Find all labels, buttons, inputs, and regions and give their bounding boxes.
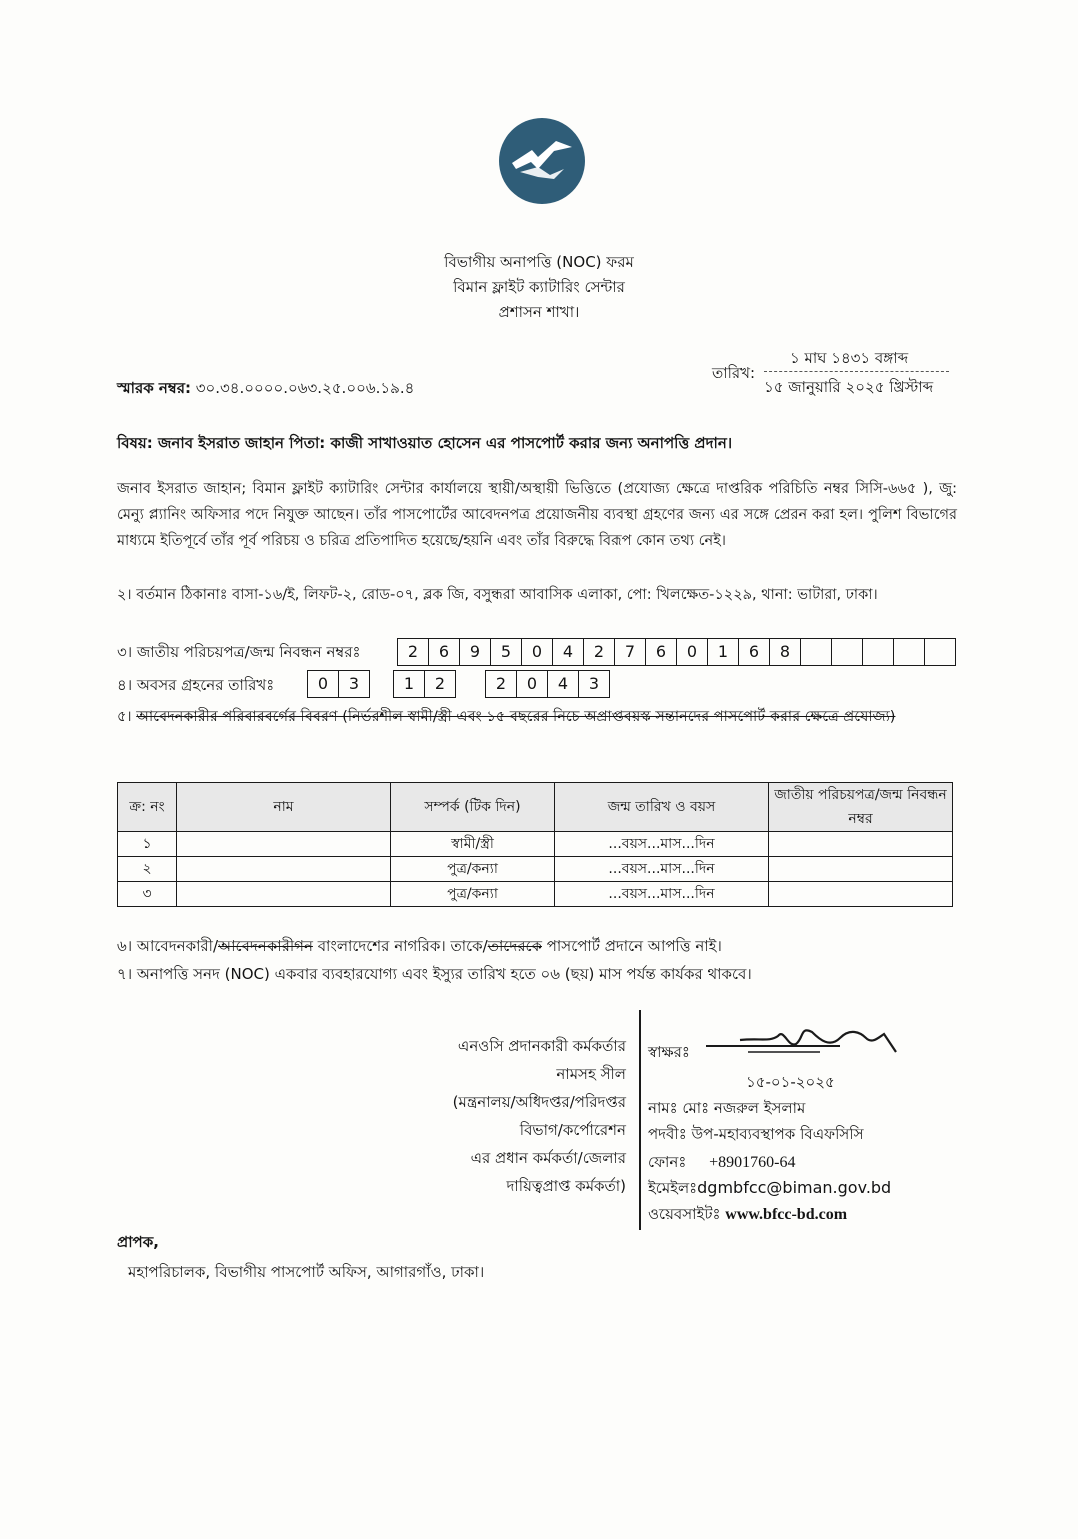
retire-digit: 3 xyxy=(588,674,600,693)
cell-age: ...বয়স...মাস...দিন xyxy=(555,857,769,882)
signer-designation: পদবীঃ উপ-মহাব্যবস্থাপক বিএফসিসি xyxy=(648,1125,864,1143)
table-row xyxy=(118,857,953,882)
memo-value: ৩০.৩৪.০০০০.০৬৩.২৫.০০৬.১৯.৪ xyxy=(195,379,415,397)
cell-age: ...বয়স...মাস...দিন xyxy=(555,882,769,907)
nid-digit: 5 xyxy=(491,639,522,665)
item-6 xyxy=(117,936,722,956)
retire-year-boxes xyxy=(485,670,610,698)
retire-month-boxes xyxy=(393,670,456,698)
nid-digit: 4 xyxy=(553,639,584,665)
col-nid: জাতীয় পরিচয়পত্র/জন্ম নিবন্ধন নম্বর xyxy=(769,783,953,832)
item-6-struck-2: তাদেরকে xyxy=(487,937,542,955)
memo-label: স্মারক নম্বর: xyxy=(117,379,191,397)
nid-digit: 7 xyxy=(615,639,646,665)
item-5-number: ৫। xyxy=(117,709,137,725)
nid-digit: 6 xyxy=(429,639,460,665)
officer-note-6: দায়িত্বপ্রাপ্ত কর্মকর্তা) xyxy=(506,1177,626,1195)
nid-label: ৩। জাতীয় পরিচয়পত্র/জন্ম নিবন্ধন নম্বরঃ xyxy=(117,643,361,661)
retire-digit: 2 xyxy=(434,674,446,693)
date-label: তারিখ: xyxy=(712,364,756,382)
cell-relation: পুত্র/কন্যা xyxy=(391,857,555,882)
nid-digit xyxy=(894,639,925,665)
date-bangla: ১ মাঘ ১৪৩১ বঙ্গাব্দ xyxy=(790,349,909,367)
vertical-divider xyxy=(639,1010,641,1230)
retire-label: ৪। অবসর গ্রহনের তারিখঃ xyxy=(117,676,275,694)
nid-digit: 6 xyxy=(739,639,770,665)
nid-boxes xyxy=(397,638,956,666)
nid-digit xyxy=(832,639,863,665)
item-6-part-b: বাংলাদেশের নাগরিক। তাকে/ xyxy=(312,937,488,955)
item-6-struck-1: আবেদনকারীগন xyxy=(218,937,313,955)
form-title: বিভাগীয় অনাপত্তি (NOC) ফরম xyxy=(444,253,634,271)
retire-digit: 4 xyxy=(548,671,579,697)
item-7: ৭। অনাপত্তি সনদ (NOC) একবার ব্যবহারযোগ্য এবং ইস্যুর তারিখ হতে ০৬ (ছয়) মাস পর্যন্ত কার্যকর থাকবে। xyxy=(117,965,752,983)
col-serial: ক্র: নং xyxy=(118,783,177,832)
recipient-address: মহাপরিচালক, বিভাগীয় পাসপোর্ট অফিস, আগারগাঁও, ঢাকা। xyxy=(128,1263,485,1281)
retire-digit: 1 xyxy=(394,671,425,697)
handwritten-signature xyxy=(700,1018,900,1062)
officer-note-4: বিভাগ/কর্পোরেশন xyxy=(519,1121,626,1139)
table-row xyxy=(118,882,953,907)
phone-value: +8901760-64 xyxy=(709,1154,796,1171)
nid-digit: 2 xyxy=(584,639,615,665)
retire-day-boxes xyxy=(307,670,370,698)
cell-nid xyxy=(769,832,953,857)
cell-name xyxy=(177,857,391,882)
signature-date: ১৫-০১-২০২৫ xyxy=(746,1073,835,1091)
item-6-part-c: পাসপোর্ট প্রদানে আপত্তি নাই। xyxy=(541,937,722,955)
biman-logo xyxy=(498,117,586,205)
retire-digit: 2 xyxy=(486,671,517,697)
cell-serial: ২ xyxy=(118,857,177,882)
retire-digit: 0 xyxy=(308,671,339,697)
item-6-part-a: ৬। আবেদনকারী/ xyxy=(117,937,219,955)
nid-digit xyxy=(925,639,955,665)
cell-nid xyxy=(769,857,953,882)
date-divider xyxy=(764,371,949,372)
col-relation: সম্পর্ক (টিক দিন) xyxy=(391,783,555,832)
family-table xyxy=(117,782,953,907)
cell-serial: ১ xyxy=(118,832,177,857)
item-5 xyxy=(117,704,957,730)
website-value: www.bfcc-bd.com xyxy=(725,1206,848,1223)
recipient-label: প্রাপক, xyxy=(117,1233,159,1251)
phone-label: ফোনঃ xyxy=(648,1153,687,1171)
nid-digit: 0 xyxy=(677,639,708,665)
signer-name: নামঃ মোঃ নজরুল ইসলাম xyxy=(648,1099,806,1117)
table-header-row xyxy=(118,783,953,832)
officer-note-1: এনওসি প্রদানকারী কর্মকর্তার xyxy=(457,1037,626,1055)
paragraph-1: জনাব ইসরাত জাহান; বিমান ফ্লাইট ক্যাটারিং সেন্টার কার্যালয়ে স্থায়ী/অস্থায়ী ভিত্তিতে (প্রযোজ্য ক্ষেত্রে দাপ্তরিক পরিচিতি নম্বর সিসি-৬৬৫ ), জু: মেন্যু প্ল্যানিং অফিসার পদে নিযুক্ত আছেন। তাঁর পাসপোর্টের আবেদনপত্র প্রয়োজনীয় ব্যবস্থা গ্রহণের জন্য এর সঙ্গে প্রেরন করা হল। পুলিশ বিভাগের মাধ্যমে ইতিপূর্বে তাঁর পূর্ব পরিচয় ও চরিত্র প্রতিপাদিত হয়েছে/হয়নি এবং তাঁর বিরুদ্ধে বিরূপ কোন তথ্য নেই। xyxy=(117,481,957,549)
email-value: dgmbfcc@biman.gov.bd xyxy=(697,1178,892,1197)
organization-name: বিমান ফ্লাইট ক্যাটারিং সেন্টার xyxy=(453,278,625,296)
col-name: নাম xyxy=(177,783,391,832)
nid-digit xyxy=(863,639,894,665)
branch-name: প্রশাসন শাখা। xyxy=(498,303,580,321)
cell-name xyxy=(177,832,391,857)
signature-label: স্বাক্ষরঃ xyxy=(648,1043,690,1061)
signer-website xyxy=(648,1204,847,1225)
nid-digit: 9 xyxy=(460,639,491,665)
nid-digit: 1 xyxy=(708,639,739,665)
nid-digit: 0 xyxy=(522,639,553,665)
officer-note-5: এর প্রধান কর্মকর্তা/জেলার xyxy=(470,1149,626,1167)
cell-age: ...বয়স...মাস...দিন xyxy=(555,832,769,857)
cell-name xyxy=(177,882,391,907)
website-label: ওয়েবসাইটঃ xyxy=(648,1205,721,1223)
nid-digit xyxy=(801,639,832,665)
nid-digit: 2 xyxy=(398,639,429,665)
cell-nid xyxy=(769,882,953,907)
signer-email xyxy=(648,1178,891,1198)
cell-serial: ৩ xyxy=(118,882,177,907)
email-label: ইমেইলঃ xyxy=(648,1179,698,1197)
col-birth-age: জন্ম তারিখ ও বয়স xyxy=(555,783,769,832)
officer-note-3: (মন্ত্রনালয়/অধিদপ্তর/পরিদপ্তর xyxy=(452,1093,626,1111)
retire-digit: 3 xyxy=(348,674,360,693)
paragraph-2-address: ২। বর্তমান ঠিকানাঃ বাসা-১৬/ই, লিফট-২, রোড-০৭, ব্লক জি, বসুন্ধরা আবাসিক এলাকা, পো: খিলক্ষেত-১২২৯, থানা: ভাটারা, ঢাকা। xyxy=(117,587,878,603)
cell-relation: স্বামী/স্ত্রী xyxy=(391,832,555,857)
subject: বিষয়: জনাব ইসরাত জাহান পিতা: কাজী সাখাওয়াত হোসেন এর পাসপোর্ট করার জন্য অনাপত্তি প্রদান। xyxy=(117,434,733,452)
table-row xyxy=(118,832,953,857)
officer-note-2: নামসহ সীল xyxy=(556,1065,626,1083)
signer-phone xyxy=(648,1152,796,1173)
nid-digit: 8 xyxy=(770,639,801,665)
date-english: ১৫ জানুয়ারি ২০২৫ খ্রিস্টাব্দ xyxy=(764,378,934,396)
memo-number xyxy=(117,378,414,398)
retire-digit: 0 xyxy=(517,671,548,697)
nid-digit: 6 xyxy=(646,639,677,665)
item-5-struck-text: আবেদনকারীর পরিবারবর্গের বিবরণ (নির্ভরশীল স্বামী/স্ত্রী এবং ১৫ বছরের নিচে অপ্রাপ্তবয়স্ক সন্তানদের পাসপোর্ট করার ক্ষেত্রে প্রযোজ্য) xyxy=(136,709,896,725)
cell-relation: পুত্র/কন্যা xyxy=(391,882,555,907)
